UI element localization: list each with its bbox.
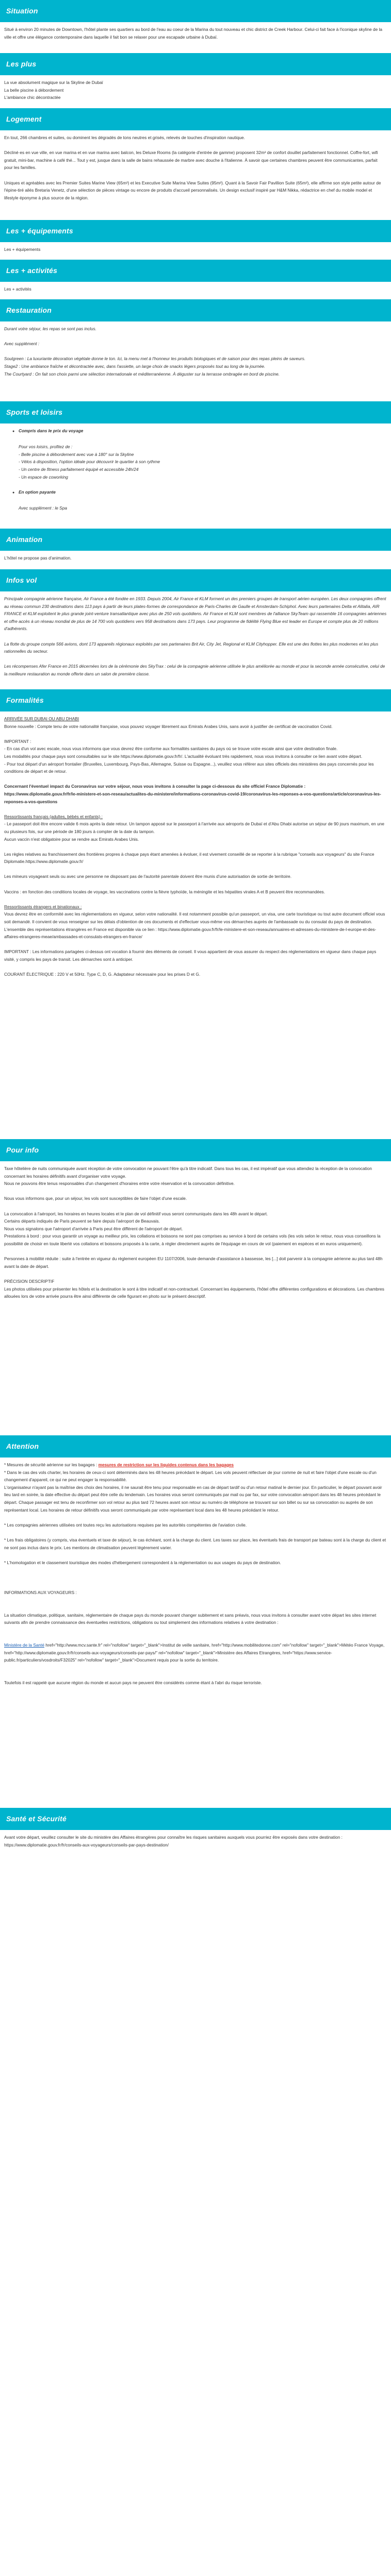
section-header [0, 689, 391, 711]
paragraph: Vous devrez être en conformité avec les réglementations en vigueur, selon votre nationalité. Il est notamment possible qu'un passeport, un visa, une carte touristique ou tout autre document officiel vous soit demandé. Il convient de vous renseigner sur les délais d'obtention de ces documents et d'effectuer vous-même vos démarches auprès de l'ambassade ou du consulat du pays de destination. [4, 911, 385, 925]
bullet-icon: ● [12, 430, 15, 433]
subheading: Compris dans le prix du voyage [19, 428, 84, 433]
paragraph: IMPORTANT : Les informations partagées ci-dessus ont vocation à fournir des éléments de conseil. Il vous appartient de vous assurer du respect des réglementations en vigueur dans chaque pays visité, y compris les pays de transit. Les démarches sont à anticiper. [4, 949, 377, 962]
paragraph: Les + activités [4, 286, 31, 292]
paragraph: Les modalités pour chaque pays sont consultables sur le site https://www.diplomatie.gouv.fr/fr/. L'actualité évoluant très rapidement, nous vous invitons à consulter ce lien avant votre départ. [4, 753, 363, 759]
section-activites [0, 260, 391, 299]
section-situation [0, 0, 391, 53]
paragraph: Toutefois il est rappelé que aucune région du monde et aucun pays ne peuvent être considérés comme étant à l'abri du risque terroriste. [4, 1680, 262, 1686]
list-item: - Vélos à disposition, l'option idéale pour découvrir le quartier à son rythme [19, 459, 160, 465]
section-title: Pour info [6, 1146, 39, 1155]
section-title: Sports et loisirs [6, 408, 63, 417]
section-title: Santé et Sécurité [6, 1815, 67, 1823]
section-header [0, 1808, 391, 1830]
paragraph: * L'homologation et le classement touristique des modes d'hébergement correspondent à la réglementation ou aux usages du pays de destination. [4, 1560, 281, 1565]
section-title: Les + équipements [6, 227, 73, 235]
section-title: Restauration [6, 306, 52, 315]
section-header [0, 401, 391, 423]
section-header [0, 260, 391, 282]
bullet-icon: ● [12, 490, 15, 495]
paragraph: Situé à environ 20 minutes de Downtown, l'hôtel plante ses quartiers au bord de l'eau au coeur de la Marina du tout nouveau et chic district de Creek Harbour. Celui-ci fait face à l'iconique skyline de la ville et offre une élégance contemporaine dans laquelle il fait bon se relaxer pour une escapade urbaine à Dubaï. [4, 27, 382, 40]
section-title: Formalités [6, 696, 44, 705]
subheading: PRÉCISION DESCRIPTIF [4, 1278, 55, 1284]
section-title: Animation [6, 535, 43, 544]
paragraph: * Les frais obligatoires (y compris, visa éventuels et taxe de séjour), le cas échéant, sont à la charge du client. Les taxes sur place, les éventuels frais de transport par bateau sont à la charge du client et ne sont pas inclus dans le prix. Les mentions de climatisation peuvent légèrement varier. [4, 1537, 386, 1550]
paragraph: Décliné·es en vue ville, en vue marina et en vue marina avec balcon, les Deluxe Rooms (la catégorie d'entrée de gamme) proposent 32m² de confort douillet parfaitement fonctionnel. Coffre-fort, wifi gratuit, mini-bar, machine à café thé... Tout y est, jusque dans la salle de bains rehaussée de marbre avec douche à l'italienne. À savoir que certaines chambres peuvent être communicantes, parfait pour les familles. [4, 150, 378, 171]
section-sports [0, 401, 391, 529]
list-item: La belle piscine à débordement [4, 87, 64, 93]
paragraph: Uniques et agréables avec les Premier Suites Marine View (65m²) et les Executive Suite Marina View Suites (95m²). Quant à la Savoir Fair Pavillion Suite (65m²), elle affirme son style petite autour de l'épine-tiré ailés Bretaria Venetz, d'une sélection de pièces vintage ou encore de produits d'accueil personnalisés. Un design exclusif inspiré par H&M Nikka, rédactrice en chef du mobile model et lifestyle éponyme à plus source de la région. [4, 180, 381, 200]
paragraph: - Le passeport doit être encore valide 6 mois après la date retour. Un tampon apposé sur le passeport à l'arrivée aux aéroports de Dubaï et d'Abu Dhabi autorise un séjour de 90 jours maximum, en une ou plusieurs fois, sur une période de 180 jours à compter de la date du tampon. [4, 821, 384, 834]
paragraph: COURANT ÉLECTRIQUE : 220 V et 50Hz. Type C, D, G. Adaptateur nécessaire pour les prises D et G. [4, 972, 201, 977]
section-header [0, 53, 391, 75]
section-header [0, 108, 391, 130]
paragraph: * Les compagnies aériennes utilisées ont toutes reçu les autorisations requises par les autorités compétentes de l'aviation civile. [4, 1522, 247, 1528]
list-item: - Belle piscine à débordement avec vue à 180° sur la Skyline [19, 451, 134, 457]
paragraph: Stage2 : Une ambiance fraîche et décontractée avec, dans l'assiette, un large choix de snacks légers proposés tout au long de la journée. [4, 363, 266, 369]
section-formalites [0, 689, 391, 1139]
paragraph: Les + équipements [4, 247, 41, 252]
list-item: L'ambiance chic décontractée [4, 95, 61, 100]
section-title: Infos vol [6, 576, 37, 585]
section-title: Situation [6, 7, 38, 15]
paragraph: La flotte du groupe compte 566 avions, dont 173 appareils régionaux exploités par ses partenaires Brit Air, City Jet, Regional et KLM Cityhopper. Elle est une des flottes les plus modernes et les plus rationnelles du secteur. [4, 641, 379, 654]
paragraph: En tout, 266 chambres et suites, ou dominent les dégradés de tons neutres et grisés, relevés de touches d'inspiration nautique. [4, 135, 245, 140]
section-equipements [0, 220, 391, 260]
paragraph: Nous vous signalons que l'aéroport d'arrivée à Paris peut être différent de l'aéroport de départ. [4, 1226, 183, 1231]
section-header [0, 569, 391, 591]
paragraph: Durant votre séjour, les repas se sont pas inclus. [4, 326, 96, 331]
paragraph: Avec supplément : [4, 341, 40, 347]
paragraph: Principale compagnie aérienne française, Air France a été fondée en 1933. Depuis 2004, Air France et KLM forment un des premiers groupes de transport aérien européen. Les deux compagnies offrent au réseau commun 230 destinations dans 113 pays à partir de leurs plates-formes de correspondance de Paris-Charles de Gaulle et Amsterdam-Schiphol. Avec leurs partenaires Delta et Alitalia, AIR FRANCE et KLM exploitent le plus grande joint-venture transatlantique avec plus de 250 vols quotidiens. Air France et KLM sont membres de l'alliance SkyTeam qui rassemble 16 compagnies aériennes et offre accès à un réseau mondial de plus de 14 700 vols quotidiens vers 958 destinations dans 173 pays. Leur programme de fidélité Flying Blue est leader en Europe et compte plus de 20 millions d'adhérents. [4, 596, 387, 632]
subheading: ARRIVÉE SUR DUBAI OU ABU DHABI [4, 716, 79, 721]
subheading: IMPORTANT : [4, 738, 31, 744]
liquids-restriction-link[interactable]: mesures de restriction sur les liquides contenus dans les bagages [98, 1462, 234, 1467]
paragraph: Pour vos loisirs, profitez de : [19, 444, 73, 450]
ministry-health-link[interactable]: Ministère de la Santé [4, 1642, 44, 1648]
paragraph: Les photos utilisées pour présenter les hôtels et la destination le sont à titre indicatif et non-contractuel. Concernant les équipements, l'hôtel offre différentes configurations et décorations. Les chambres allouées lors de votre arrivée pourra être ainsi différente de celle figurant en photo sur le présent descriptif. [4, 1286, 384, 1299]
paragraph: Prestations à bord : pour vous garantir un voyage au meilleur prix, les collations et boissons ne sont pas comprises au service à bord de certains vols (les vols selon le retour, nous vous conseillons la possibilité de choisir en toute liberté vos collations et boissons proposés à la carte, à régler directement auprès de l'équipage en cours de vol (paiement en espèces et en euros uniquement). [4, 1233, 381, 1246]
section-logement [0, 108, 391, 220]
paragraph: The Courtyard : On fait son choix parmi une sélection internationale et méditerranéenne. À déguster sur la terrasse ombragée en bord de piscine. [4, 371, 280, 377]
paragraph: - Pour tout départ d'un aéroport frontalier (Bruxelles, Luxembourg, Pays-Bas, Allemagne, Suisse ou Espagne...), veuillez vous référer aux sites officiels des ministères des pays concernés pour les conditions de départ et de retour. [4, 761, 374, 774]
paragraph: Les récompenses Afer France en 2015 décernées lors de la cérémonie des SkyTrax : celui de la compagnie aérienne utilisée le plus améliorée au monde et pour la seconde année consécutive, celui de la meilleure restauration au monde offerte dans un salon de première classe. [4, 664, 385, 676]
section-header [0, 299, 391, 321]
paragraph: La situation climatique, politique, sanitaire, réglementaire de chaque pays du monde pouvant changer subitement et sans préavis, nous vous invitons à consulter avant votre départ les sites internet suivants afin de prendre connaissance des éventuelles restrictions, obligations ou tout simplement des informations relatives à votre destination : [4, 1612, 377, 1625]
section-header [0, 0, 391, 22]
section-title: Les + activités [6, 266, 58, 275]
paragraph: Avant votre départ, veuillez consulter le site du ministère des Affaires étrangères pour connaître les risques sanitaires auxquels vous pourriez être exposés dans votre destination : https://www.diplomatie.gouv.fr/fr/conseils-aux-voyageurs/conseils-par-pays-destination/ [4, 1835, 343, 1848]
link[interactable]: https://www.diplomatie.gouv.fr/fr/le-ministere-et-son-reseau/actualites-du-ministere/informations-coronavirus-covid-19/coronavirus-les-reponses-a-vos-questions/article/coronavirus-les-reponses-a-vos-questions [4, 791, 381, 804]
section-title: Logement [6, 115, 42, 124]
paragraph: Personnes à mobilité réduite : suite à l'entrée en vigueur du règlement européen EU 1107/2006, toute demande d'assistance à bassesse, les [...] doit parvenir à la compagnie aérienne au plus tard 48h avant la date de départ. [4, 1256, 383, 1269]
section-title: Attention [6, 1442, 39, 1451]
section-attention [0, 1435, 391, 1808]
paragraph: Bonne nouvelle : Compte tenu de votre nationalité française, vous pouvez voyager librement aux Emirats Arabes Unis, sans avoir à justifier de certificat de vaccination Covid. [4, 723, 333, 729]
section-header [0, 1435, 391, 1458]
section-plus [0, 53, 391, 108]
paragraph: Soulgreen : La luxuriante décoration végétale donne le ton. Ici, la menu met à l'honneur les produits biologiques et de saison pour des repas pleins de saveurs. [4, 356, 306, 362]
list-item: - Un espace de coworking [19, 474, 68, 480]
list-item: - Un centre de fitness parfaitement équipé et accessible 24h/24 [19, 466, 139, 472]
paragraph [4, 1461, 387, 1469]
section-header [0, 529, 391, 551]
paragraph: Taxe hôtelière de nuits communiquée avant réception de votre convocation ne pouvant l'être qu'à titre indicatif. Dans tous les cas, il est impératif que vous attendiez la réception de la convocation concernant les horaires définitifs avant d'organiser votre voyage. [4, 1166, 372, 1179]
section-animation [0, 529, 391, 569]
section-title: Les plus [6, 60, 37, 69]
section-header [0, 1139, 391, 1161]
paragraph: Nous ne pouvons être tenus responsables d'un changement d'horaires entre votre réservation et la convocation définitive. [4, 1181, 235, 1187]
paragraph [4, 1641, 387, 1664]
paragraph: Aucun vaccin n'est obligatoire pour se rendre aux Emirats Arabes Unis. [4, 836, 139, 842]
paragraph: Nous vous informons que, pour un séjour, les vols sont susceptibles de faire l'objet d'une escale. [4, 1196, 187, 1201]
list-item: La vue absolument magique sur la Skyline de Dubaï [4, 80, 103, 85]
paragraph: L'hôtel ne propose pas d'animation. [4, 555, 72, 561]
subheading: En option payante [19, 489, 56, 495]
paragraph: Concernant l'éventuel impact du Coronavirus sur votre séjour, nous vous invitons à consulter la page ci-dessous du site officiel France Diplomatie : [4, 784, 306, 789]
section-restauration [0, 299, 391, 401]
paragraph-text: href="http://www.mcv.sante.fr" rel="nofollow" target="_blank">Institut de veille sanitaire, href="http://www.mobilitedonne.com" rel="nofollow" target="_blank">Météo France Voyage, href="http://www.diplomatie.gouv.fr/fr/conseils-aux-voyageurs/conseils-par-pays/" rel="nofollow" target="_blank">Ministère des Affaires Etrangères, href="https://www.service-public.fr/particuliers/vosdroits/F32025" rel="nofollow" target="_blank">Document requis pour la sortie du territoire. [4, 1642, 385, 1663]
subheading: INFORMATIONS AUX VOYAGEURS : [4, 1590, 77, 1596]
section-sante [0, 1808, 391, 1871]
section-header [0, 220, 391, 242]
paragraph: Avec supplément : le Spa [19, 505, 67, 511]
section-infos-vol [0, 569, 391, 689]
paragraph: Certains départs indiqués de Paris peuvent se faire depuis l'aéroport de Beauvais. [4, 1218, 160, 1224]
paragraph: * Dans le cas des vols charter, les horaires de ceux-ci sont déterminés dans les 48 heures précédant le départ. Les vols peuvent réflectuer de jour comme de nuit et faire l'objet d'une escale ou d'un changement d'appareil, ce qui ne peut engager la responsabilité. [4, 1469, 377, 1483]
paragraph: Vaccins : en fonction des conditions locales de voyage, les vaccinations contre la fièvre typhoïde, la méningite et les hépatites virales A et B peuvent être recommandées. [4, 889, 325, 894]
paragraph: Les mineurs voyageant seuls ou avec une personne ne disposant pas de l'autorité parentale doivent être munis d'une autorisation de sortie de territoire. [4, 874, 292, 879]
paragraph: La convocation à l'aéroport, les horaires en heures locales et le plan de vol définitif vous seront communiqués dans les 48h avant le départ. [4, 1211, 268, 1216]
paragraph: Les règles relatives au franchissement des frontières propres à chaque pays étant amenées à évoluer, il est vivement conseillé de se reporter à la rubrique "conseils aux voyageurs" du site France Diplomatie.https://www.diplomatie.gouv.fr/ [4, 851, 374, 865]
paragraph: L'ensemble des représentations étrangères en France est disponible via ce lien : https://www.diplomatie.gouv.fr/fr/le-ministere-et-son-reseau/annuaires-et-adresses-du-ministere-de-l-europe-et-des-affaires-etrangeres-meae/ambassades-et-consulats-etrangers-en-france/ [4, 926, 377, 940]
paragraph: L'organisateur n'ayant pas la maîtrise des choix des horaires, il ne saurait être tenu pour responsable en cas de départ tardif ou d'un retour matinal le dernier jour. En particulier, le départ pouvant avoir lieu tard en soirée, la date effective du départ peut être celle du lendemain. Les horaires vous seront communiqués par mail ou par fax, sur votre convocation aéroport dans les 48 heures précédant le départ. Chaque passager est tenu de reconfirmer son vol retour au plus tard 72 heures avant son retour au numéro de téléphone se trouvant sur son billet ou sur sa convocation ou auprès de son représentant local. Les horaires de retour définitifs vous seront communiqués par votre représentant local dans les 48 heures précédant le retour. [4, 1484, 382, 1513]
paragraph-text: * Mesures de sécurité aérienne sur les bagages : [4, 1462, 99, 1467]
subheading: Ressortissants français (adultes, bébés et enfants) : [4, 814, 103, 819]
section-pour-info [0, 1139, 391, 1435]
subheading: Ressortissants étrangers et binationaux : [4, 904, 82, 909]
paragraph: - En cas d'un vol avec escale, nous vous informons que vous devrez être conforme aux formalités sanitaires du pays où se trouve votre escale ainsi que votre destination finale. [4, 746, 338, 752]
